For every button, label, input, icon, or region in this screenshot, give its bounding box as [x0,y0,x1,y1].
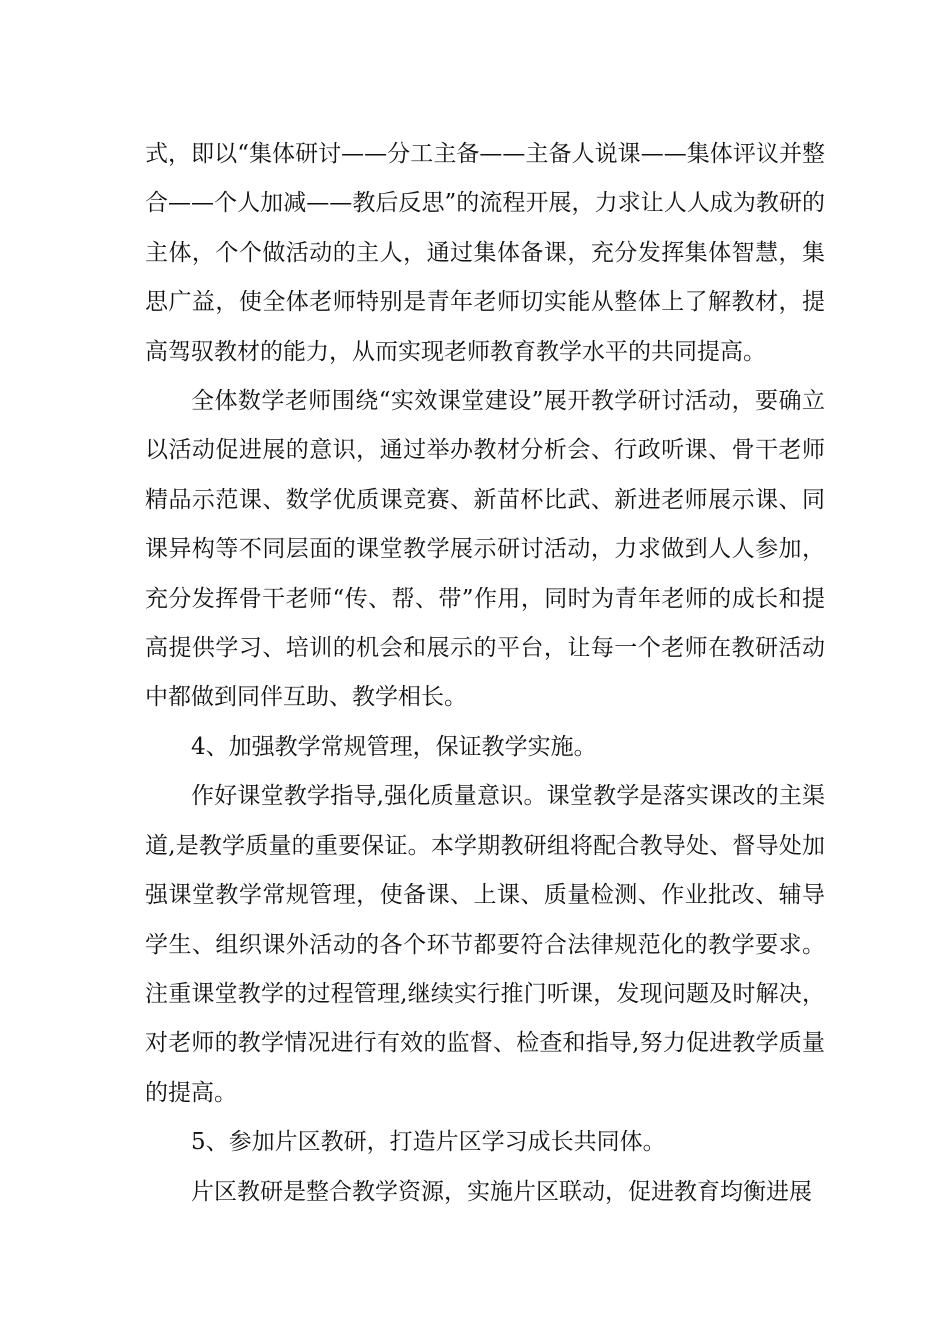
paragraph-district-research: 片区教研是整合教学资源，实施片区联动，促进教育均衡进展 [191,1178,812,1205]
paragraph-collective-lesson-prep: 式，即以“集体研讨——分工主备——主备人说课——集体评议并整合——个人加减——教后反思”的流程开展，力求让人人成为教研的主体，个个做活动的主人，通过集体备课，充分发挥集体智慧，集思广益，使全体老师特别是青年老师切实能从整体上了解教材，提高驾驭教材的能力，从而实现老师教育教学水平的共同提高。 [145,141,825,365]
section-heading-teaching-routine: 4、加强教学常规管理，保证教学实施。 [191,733,597,760]
document-body [145,130,825,1217]
paragraph-classroom-guidance: 作好课堂教学指导,强化质量意识。课堂教学是落实课改的主渠道,是教学质量的重要保证。本学期教研组将配合教导处、督导处加强课堂教学常规管理，使备课、上课、质量检测、作业批改、辅导学生、组织课外活动的各个环节都要符合法律规范化的教学要求。注重课堂教学的过程管理,继续实行推门听课，发现问题及时解决，对老师的教学情况进行有效的监督、检查和指导,努力促进教学质量的提高。 [145,783,825,1106]
paragraph-effective-classroom: 全体数学老师围绕“实效课堂建设”展开教学研讨活动，要确立以活动促进展的意识，通过举办教材分析会、行政听课、骨干老师精品示范课、数学优质课竞赛、新苗杯比武、新进老师展示课、同课异构等不同层面的课堂教学展示研讨活动，力求做到人人参加，充分发挥骨干老师“传、帮、带”作用，同时为青年老师的成长和提高提供学习、培训的机会和展示的平台，让每一个老师在教研活动中都做到同伴互助、教学相长。 [145,388,825,711]
section-heading-district-research: 5、参加片区教研，打造片区学习成长共同体。 [191,1129,666,1156]
